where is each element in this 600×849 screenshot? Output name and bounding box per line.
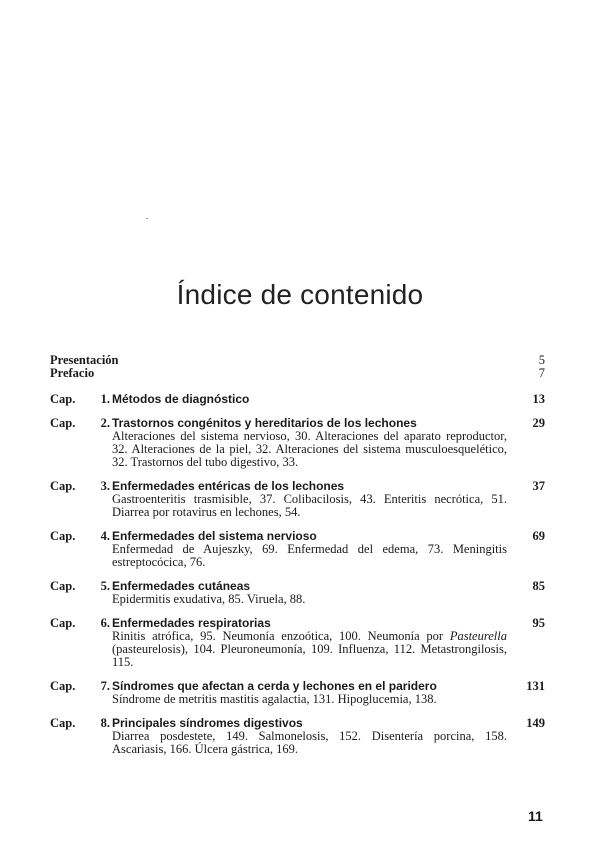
- chapter-title: Enfermedades respiratorias: [112, 616, 271, 630]
- intro-list: [50, 354, 545, 380]
- chapter-number: 8.: [100, 716, 110, 730]
- scan-speck: [146, 218, 148, 219]
- chapter-page: 149: [526, 716, 545, 730]
- intro-item-prefacio[interactable]: [50, 367, 545, 380]
- chapter-title: Enfermedades entéricas de los lechones: [112, 479, 345, 493]
- chapter-label: Cap.: [50, 616, 76, 630]
- chapter-label: Cap.: [50, 529, 76, 543]
- chapter-title: Síndromes que afectan a cerda y lechones en el paridero: [112, 679, 437, 693]
- chapter-number: 3.: [100, 479, 110, 493]
- chapter-number: 2.: [100, 416, 110, 430]
- chapter-title: Principales síndromes digestivos: [112, 716, 303, 730]
- chapter-number: 5.: [100, 579, 110, 593]
- intro-label: Presentación: [50, 353, 119, 367]
- chapter-label: Cap.: [50, 679, 76, 693]
- chapter-page: 29: [532, 416, 545, 430]
- chapter-label: Cap.: [50, 479, 76, 493]
- chapter-label: Cap.: [50, 579, 76, 593]
- chapter-entry-4[interactable]: [50, 530, 545, 569]
- chapter-entry-7[interactable]: [50, 680, 545, 706]
- chapter-number: 4.: [100, 529, 110, 543]
- chapter-entry-6[interactable]: [50, 617, 545, 669]
- chapter-description: Diarrea posdestete, 149. Salmonelosis, 152. Disentería porcina, 158. Ascariasis, 166. Úlcera gástrica, 169.: [112, 729, 507, 756]
- chapter-title: Métodos de diagnóstico: [112, 392, 250, 406]
- chapter-number: 6.: [100, 616, 110, 630]
- chapter-page: 95: [532, 616, 545, 630]
- chapter-number: 7.: [100, 679, 110, 693]
- chapter-label: Cap.: [50, 416, 76, 430]
- intro-page: 7: [538, 366, 545, 380]
- chapter-entry-5[interactable]: [50, 580, 545, 606]
- chapter-description: Gastroenteritis trasmisible, 37. Colibacilosis, 43. Enteritis necrótica, 51. Diarrea por rotavirus en lechones, 54.: [112, 492, 507, 519]
- intro-page: 5: [538, 353, 545, 367]
- chapter-entry-8[interactable]: [50, 717, 545, 756]
- chapter-entry-2[interactable]: [50, 417, 545, 469]
- chapter-label: Cap.: [50, 716, 76, 730]
- chapter-entry-3[interactable]: [50, 480, 545, 519]
- chapter-title: Trastornos congénitos y hereditarios de los lechones: [112, 416, 417, 430]
- intro-label: Prefacio: [50, 366, 95, 380]
- chapter-description: Rinitis atrófica, 95. Neumonía enzoótica, 100. Neumonía por Pasteurella (pasteurelosis), 104. Pleuroneumonía, 109. Influenza, 112. Metastrongilosis, 115.: [112, 629, 507, 669]
- chapter-list: [50, 393, 545, 756]
- page-number: 11: [528, 808, 543, 824]
- chapter-description: Alteraciones del sistema nervioso, 30. Alteraciones del aparato reproductor, 32. Alteraciones de la piel, 32. Alteraciones del sistema musculoesquelético, 32. Trastornos del tubo digestivo, 33.: [112, 429, 507, 469]
- chapter-page: 85: [532, 579, 545, 593]
- chapter-page: 37: [532, 479, 545, 493]
- chapter-title: Enfermedades cutáneas: [112, 579, 251, 593]
- chapter-number: 1.: [100, 392, 110, 406]
- chapter-entry-1[interactable]: [50, 393, 545, 406]
- chapter-label: Cap.: [50, 392, 76, 406]
- page-title: Índice de contenido: [176, 279, 424, 310]
- chapter-title: Enfermedades del sistema nervioso: [112, 529, 317, 543]
- chapter-description: Síndrome de metritis mastitis agalactia, 131. Hipoglucemia, 138.: [112, 692, 437, 706]
- intro-item-presentacion[interactable]: [50, 354, 545, 367]
- chapter-page: 13: [532, 392, 545, 406]
- chapter-page: 131: [526, 679, 545, 693]
- chapter-description: Enfermedad de Aujeszky, 69. Enfermedad del edema, 73. Meningitis estreptocócica, 76.: [112, 542, 507, 569]
- chapter-description: Epidermitis exudativa, 85. Viruela, 88.: [112, 592, 306, 606]
- chapter-page: 69: [532, 529, 545, 543]
